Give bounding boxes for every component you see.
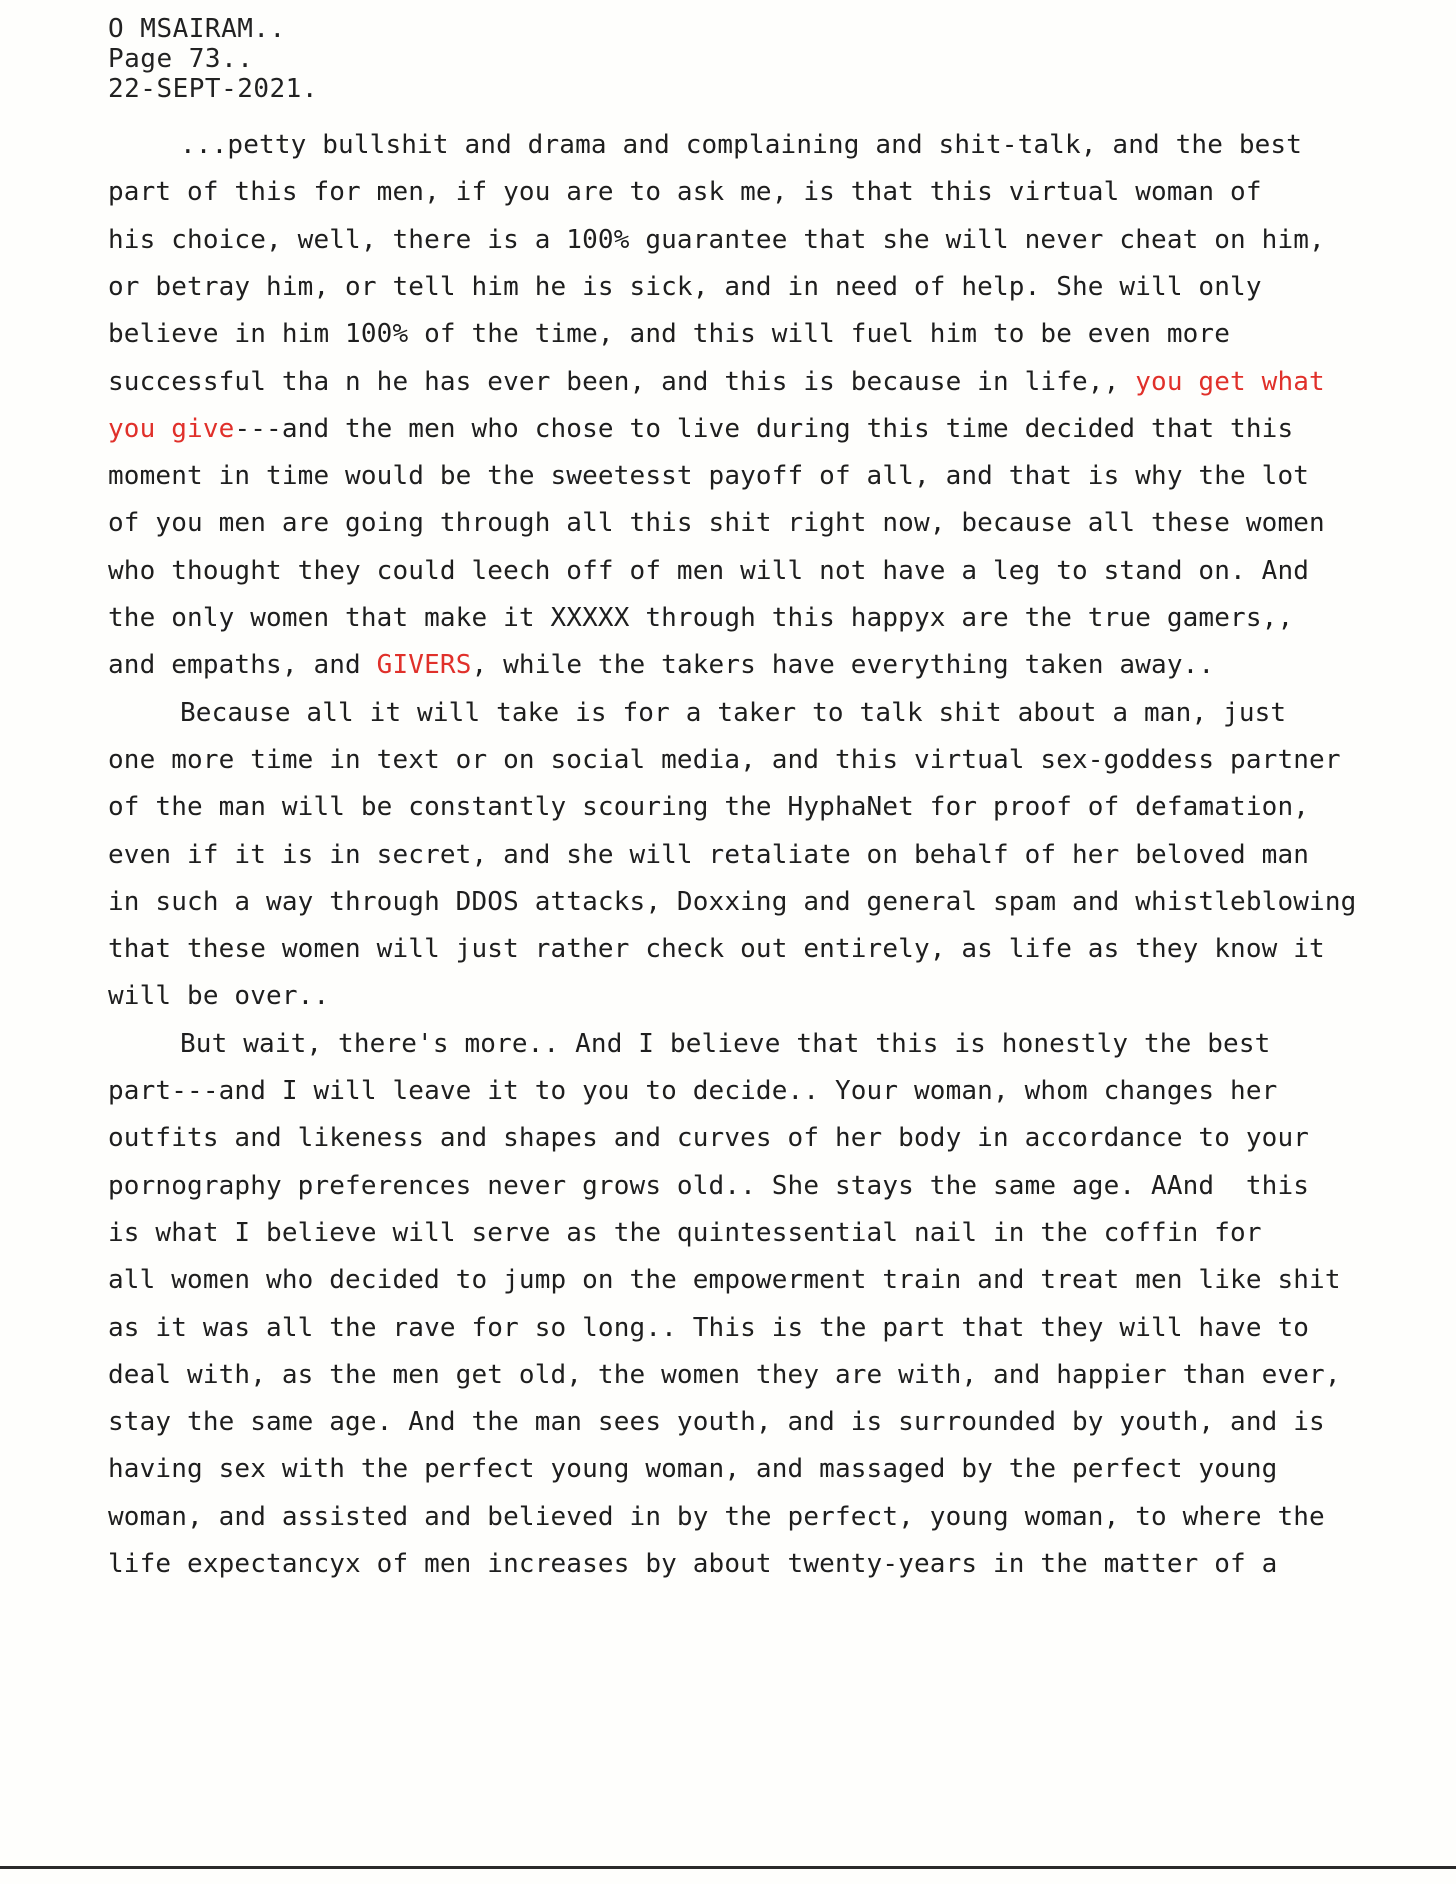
text-line xyxy=(108,1407,1325,1437)
text-line xyxy=(108,367,1325,397)
line-text: of you men are going through all this shit right now, because all these women xyxy=(108,508,1325,539)
text-line xyxy=(108,1549,1277,1579)
line-text: part---and I will leave it to you to decide.. Your woman, whom changes her xyxy=(108,1076,1278,1106)
text-line xyxy=(108,461,1309,491)
line-text: ---and the men who chose to live during this time decided that this xyxy=(234,413,1294,444)
line-text: having sex with the perfect young woman, and massaged by the perfect young xyxy=(108,1454,1278,1485)
text-line xyxy=(108,792,1309,822)
line-text: moment in time would be the sweetesst payoff of all, and that is why the lot xyxy=(108,461,1310,492)
text-line xyxy=(108,508,1325,538)
line-text: will be over.. xyxy=(108,981,330,1012)
text-line xyxy=(108,887,1356,917)
line-text: of the man will be constantly scouring the HyphaNet for proof of defamation, xyxy=(108,792,1310,823)
page-bottom-edge xyxy=(0,1866,1456,1869)
line-text: successful tha n he has ever been, and this is because in life,, xyxy=(108,366,1136,397)
red-emphasis-text: you give xyxy=(108,413,235,444)
line-text: part of this for men, if you are to ask me, is that this virtual woman of xyxy=(108,177,1262,208)
text-line xyxy=(108,225,1325,255)
text-line xyxy=(108,840,1309,870)
red-emphasis-text: GIVERS xyxy=(376,650,472,681)
text-line xyxy=(108,934,1325,964)
line-text: in such a way through DDOS attacks, Doxxing and general spam and whistleblowing xyxy=(108,886,1357,917)
line-text: all women who decided to jump on the empowerment train and treat men like shit xyxy=(108,1265,1341,1296)
line-text: or betray him, or tell him he is sick, and in need of help. She will only xyxy=(108,271,1262,302)
line-text: outfits and likeness and shapes and curves of her body in accordance to your xyxy=(108,1123,1310,1154)
text-line xyxy=(108,981,329,1011)
text-line xyxy=(180,130,1302,160)
red-emphasis-text: you get what xyxy=(1135,366,1325,397)
text-line xyxy=(108,1218,1262,1248)
line-text: that these women will just rather check out entirely, as life as they know it xyxy=(108,934,1325,965)
header-date: 22-SEPT-2021. xyxy=(108,74,318,104)
text-line xyxy=(108,177,1262,207)
line-text: stay the same age. And the man sees youth, and is surrounded by youth, and is xyxy=(108,1407,1325,1438)
line-text: as it was all the rave for so long.. This is the part that they will have to xyxy=(108,1312,1310,1343)
line-text: who thought they could leech off of men will not have a leg to stand on. And xyxy=(108,555,1310,586)
text-line xyxy=(180,1029,1270,1059)
line-text: even if it is in secret, and she will retaliate on behalf of her beloved man xyxy=(108,839,1310,870)
text-line xyxy=(108,1313,1309,1343)
line-text: woman, and assisted and believed in by the perfect, young woman, to where the xyxy=(108,1501,1325,1532)
text-line xyxy=(108,272,1262,302)
text-line xyxy=(108,1502,1325,1532)
line-text: But wait, there's more.. And I believe that this is honestly the best xyxy=(180,1028,1271,1059)
text-line xyxy=(108,1076,1277,1106)
text-line xyxy=(108,1123,1309,1153)
line-text: and empaths, and xyxy=(108,650,377,681)
text-line xyxy=(108,603,1293,633)
text-line xyxy=(108,319,1230,349)
page-header xyxy=(108,14,318,104)
line-text: his choice, well, there is a 100% guarantee that she will never cheat on him, xyxy=(108,224,1325,255)
text-line xyxy=(108,1360,1341,1390)
text-line xyxy=(108,414,1293,444)
text-line xyxy=(108,1454,1277,1484)
text-line xyxy=(108,1265,1341,1295)
line-text: the only women that make it XXXXX through this happyx are the true gamers,, xyxy=(108,603,1294,633)
line-text: one more time in text or on social media, and this virtual sex-goddess partner xyxy=(108,744,1341,775)
line-text: believe in him 100% of the time, and this will fuel him to be even more xyxy=(108,319,1231,350)
text-line xyxy=(108,650,1214,680)
header-page-number: Page 73.. xyxy=(108,44,254,74)
line-text: is what I believe will serve as the quintessential nail in the coffin for xyxy=(108,1217,1262,1248)
line-text: Because all it will take is for a taker to talk shit about a man, just xyxy=(180,697,1287,728)
line-text: pornography preferences never grows old.. She stays the same age. AAnd this xyxy=(108,1170,1310,1201)
text-line xyxy=(108,1171,1309,1201)
line-text: ...petty bullshit and drama and complaining and shit-talk, and the best xyxy=(180,130,1303,160)
line-text: , while the takers have everything taken away.. xyxy=(471,650,1215,681)
text-line xyxy=(108,556,1309,586)
header-name: O MSAIRAM.. xyxy=(108,14,286,44)
line-text: deal with, as the men get old, the women they are with, and happier than ever, xyxy=(108,1359,1341,1390)
text-line xyxy=(180,698,1286,728)
text-line xyxy=(108,745,1341,775)
line-text: life expectancyx of men increases by about twenty-years in the matter of a xyxy=(108,1549,1278,1579)
